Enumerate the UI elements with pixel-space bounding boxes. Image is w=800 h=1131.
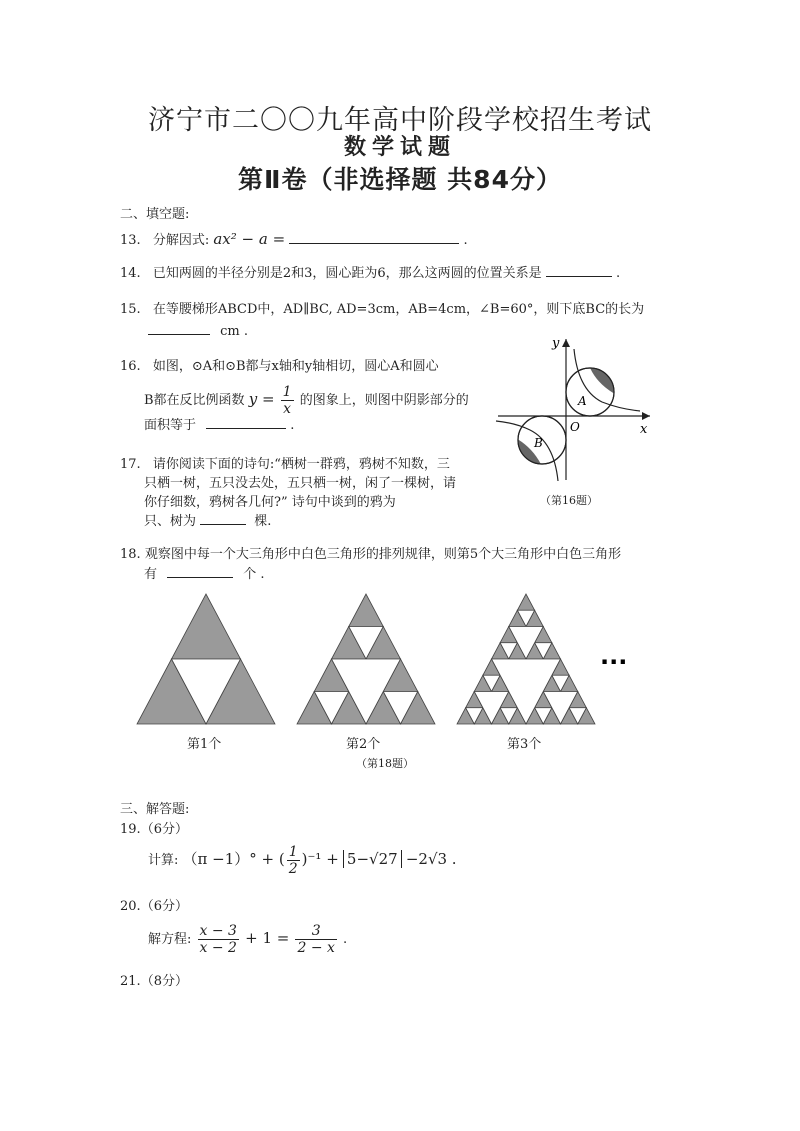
fraction	[281, 384, 294, 417]
math-expression: −2√3 .	[405, 850, 457, 868]
triangle-figure-3	[457, 594, 595, 724]
question-18	[120, 545, 621, 565]
question-text: 的图象上，则图中阴影部分的	[299, 393, 469, 408]
question-20-header	[120, 897, 188, 917]
question-14	[120, 264, 620, 284]
numerator: 1	[282, 384, 292, 400]
question-text: 在等腰梯形ABCD中，AD∥BC, AD=3cm，AB=4cm，∠B=60°，则下底BC的长为	[152, 302, 645, 317]
fraction-right	[295, 923, 336, 956]
triangle-figure-1	[137, 594, 275, 724]
question-20-equation	[148, 918, 347, 960]
figure-label-3: 第3个	[507, 737, 542, 752]
gray-triangle	[517, 594, 534, 610]
question-number: 14.	[120, 266, 141, 281]
fill-blank-heading: 二、填空题:	[120, 207, 190, 222]
question-17	[120, 455, 450, 475]
question-number: 13.	[120, 233, 141, 248]
answer-blank[interactable]	[289, 231, 459, 244]
numerator: x − 3	[199, 923, 237, 939]
question-points: （6分）	[140, 822, 188, 837]
denominator: 2	[288, 861, 298, 877]
ellipsis: ···	[600, 648, 628, 676]
question-number: 19.	[120, 822, 141, 837]
gray-triangle	[349, 594, 384, 627]
denominator: 2 − x	[297, 940, 335, 956]
question-text: 如图，⊙A和⊙B都与x轴和y轴相切，圆心A和圆心	[152, 359, 439, 374]
answer-blank[interactable]	[206, 416, 286, 429]
answer-blank[interactable]	[200, 512, 246, 525]
question-number: 17.	[120, 457, 141, 472]
y-arrow-icon	[562, 339, 570, 347]
question-number: 20.	[120, 899, 141, 914]
question-13	[120, 229, 468, 251]
math-expression: + 1 =	[245, 929, 290, 947]
exam-title: 济宁市二〇〇九年高中阶段学校招生考试	[148, 105, 652, 136]
function-expression: y =	[248, 390, 275, 408]
circle-a-label: A	[578, 394, 587, 408]
question-end: .	[290, 418, 295, 433]
question-number: 15.	[120, 302, 141, 317]
figure-18-caption: （第18题）	[356, 757, 414, 770]
denominator: x − 2	[199, 940, 237, 956]
question-points: （6分）	[140, 899, 188, 914]
question-15-line2	[148, 322, 248, 342]
math-expression: ax² − a =	[213, 230, 286, 248]
gray-triangle	[172, 594, 241, 659]
question-16	[120, 357, 439, 377]
triangle-figure-2	[297, 594, 435, 724]
question-17-line2: 只栖一树，五只没去处，五只栖一树，闲了一棵树，请	[144, 476, 457, 491]
absolute-value: 5−√27	[343, 850, 402, 868]
question-19-expression	[148, 840, 457, 880]
question-21-header	[120, 972, 188, 992]
question-points: （8分）	[140, 974, 188, 989]
question-end: .	[615, 266, 621, 281]
question-text: 计算:	[148, 853, 179, 868]
circle-b-label: B	[534, 436, 543, 450]
question-number: 18.	[120, 547, 141, 562]
question-16-line2	[144, 380, 469, 420]
answer-blank[interactable]	[167, 565, 233, 578]
question-end: .	[463, 233, 468, 248]
question-18-line2	[144, 565, 265, 585]
question-17-line4	[144, 512, 271, 532]
numerator: 1	[288, 844, 298, 860]
question-text: 观察图中每一个大三角形中白色三角形的排列规律，则第5个大三角形中白色三角形	[144, 547, 622, 562]
figure-16-caption: （第16题）	[540, 494, 598, 507]
question-19-header	[120, 820, 188, 840]
question-number: 16.	[120, 359, 141, 374]
figure-18-triangles	[130, 590, 670, 730]
section-title: 第Ⅱ卷（非选择题 共84分）	[238, 165, 562, 194]
question-text: 棵.	[254, 514, 272, 529]
question-text: 解方程:	[148, 932, 192, 947]
math-expression: （π −1）° + (	[182, 850, 285, 868]
question-text: 个 .	[243, 567, 265, 582]
question-15	[120, 300, 644, 320]
answer-blank[interactable]	[148, 322, 210, 335]
question-text: 只、树为	[144, 514, 197, 529]
x-label: x	[640, 422, 648, 437]
question-text: 你仔细数，鸦树各几何?” 诗句中谈到的鸦为	[144, 495, 396, 510]
x-arrow-icon	[642, 412, 650, 420]
y-label: y	[552, 336, 560, 351]
question-text: 分解因式:	[152, 233, 210, 248]
figure-label-2: 第2个	[346, 737, 381, 752]
question-end: .	[343, 932, 348, 947]
origin-label: O	[570, 420, 580, 434]
question-number: 21.	[120, 974, 141, 989]
question-text: 有	[144, 567, 158, 582]
numerator: 3	[295, 923, 336, 940]
fraction-left	[198, 923, 239, 956]
figure-16-coordinate-plot	[490, 335, 660, 485]
answer-blank[interactable]	[546, 264, 612, 277]
fraction	[287, 844, 300, 877]
figure-label-1: 第1个	[187, 737, 222, 752]
denominator: x	[283, 401, 292, 417]
question-text: B都在反比例函数	[144, 393, 245, 408]
question-text: 请你阅读下面的诗句:“栖树一群鸦，鸦树不知数，三	[152, 457, 450, 472]
question-text: 已知两圆的半径分别是2和3，圆心距为6，那么这两圆的位置关系是	[152, 266, 542, 281]
question-17-line3	[144, 493, 396, 513]
question-text: 面积等于	[144, 418, 197, 433]
question-16-line3	[144, 416, 294, 436]
unit-text: cm .	[220, 324, 249, 339]
subject-title: 数学试题	[343, 135, 456, 160]
math-expression: )⁻¹ +	[301, 850, 339, 868]
solve-heading: 三、解答题:	[120, 802, 190, 817]
